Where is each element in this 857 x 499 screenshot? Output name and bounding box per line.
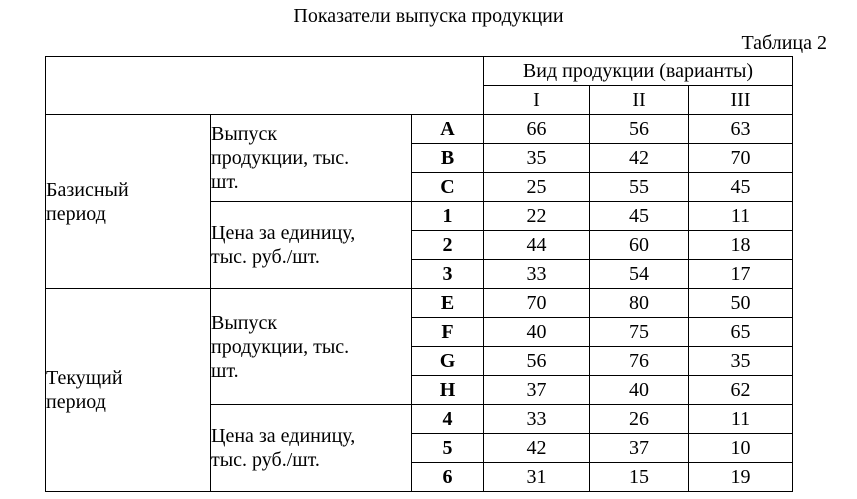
period-label-line: период [46, 202, 106, 225]
product-code: 4 [412, 405, 484, 434]
indicator-label-line: Цена за единицу, [211, 222, 356, 244]
value-cell: 42 [590, 144, 689, 173]
indicator-label-line: Выпуск [211, 311, 278, 334]
product-code: B [412, 144, 484, 173]
value-cell: 80 [590, 289, 689, 318]
product-code: E [412, 289, 484, 318]
header-variant: II [590, 86, 689, 115]
product-code: 6 [412, 463, 484, 492]
value-cell: 40 [590, 376, 689, 405]
value-cell: 70 [689, 144, 793, 173]
value-cell: 65 [689, 318, 793, 347]
product-code: C [412, 173, 484, 202]
indicator-label-line: продукции, тыс. [211, 147, 350, 169]
product-code: H [412, 376, 484, 405]
value-cell: 35 [484, 144, 590, 173]
header-variant: I [484, 86, 590, 115]
header-empty-cell [46, 57, 484, 115]
value-cell: 37 [484, 376, 590, 405]
indicator-label [211, 405, 412, 492]
value-cell: 62 [689, 376, 793, 405]
value-cell: 56 [590, 115, 689, 144]
value-cell: 55 [590, 173, 689, 202]
value-cell: 11 [689, 202, 793, 231]
value-cell: 45 [590, 202, 689, 231]
value-cell: 76 [590, 347, 689, 376]
value-cell: 19 [689, 463, 793, 492]
value-cell: 18 [689, 231, 793, 260]
period-label [46, 289, 211, 492]
header-variant: III [689, 86, 793, 115]
table-row [46, 115, 793, 144]
value-cell: 25 [484, 173, 590, 202]
period-label-line: Базисный [46, 178, 129, 201]
value-cell: 70 [484, 289, 590, 318]
production-table [45, 56, 793, 492]
indicator-label-line: Выпуск [211, 123, 278, 145]
product-code: A [412, 115, 484, 144]
indicator-label [211, 202, 412, 289]
value-cell: 31 [484, 463, 590, 492]
value-cell: 54 [590, 260, 689, 289]
value-cell: 37 [590, 434, 689, 463]
value-cell: 45 [689, 173, 793, 202]
period-label [46, 115, 211, 289]
value-cell: 42 [484, 434, 590, 463]
period-label-line: период [46, 391, 106, 413]
indicator-label-line: тыс. руб./шт. [211, 246, 320, 268]
product-code: 3 [412, 260, 484, 289]
value-cell: 17 [689, 260, 793, 289]
indicator-label-line: продукции, тыс. [211, 335, 350, 358]
indicator-label-line: шт. [211, 359, 239, 382]
table-row [46, 289, 793, 318]
header-group-label: Вид продукции (варианты) [484, 57, 793, 86]
product-code: F [412, 318, 484, 347]
value-cell: 40 [484, 318, 590, 347]
value-cell: 10 [689, 434, 793, 463]
page-title: Показатели выпуска продукции [293, 5, 564, 27]
value-cell: 60 [590, 231, 689, 260]
table-number: Таблица 2 [741, 32, 827, 54]
indicator-label-line: Цена за единицу, [211, 425, 356, 447]
value-cell: 11 [689, 405, 793, 434]
value-cell: 33 [484, 405, 590, 434]
value-cell: 35 [689, 347, 793, 376]
indicator-label-line: тыс. руб./шт. [211, 449, 320, 471]
indicator-label [211, 115, 412, 202]
value-cell: 63 [689, 115, 793, 144]
value-cell: 66 [484, 115, 590, 144]
product-code: 2 [412, 231, 484, 260]
value-cell: 75 [590, 318, 689, 347]
period-label-line: Текущий [46, 367, 123, 389]
value-cell: 44 [484, 231, 590, 260]
value-cell: 26 [590, 405, 689, 434]
product-code: 1 [412, 202, 484, 231]
value-cell: 15 [590, 463, 689, 492]
indicator-label-line: шт. [211, 171, 239, 193]
indicator-label [211, 289, 412, 405]
header-row-group [46, 57, 793, 86]
product-code: 5 [412, 434, 484, 463]
value-cell: 56 [484, 347, 590, 376]
value-cell: 22 [484, 202, 590, 231]
value-cell: 33 [484, 260, 590, 289]
value-cell: 50 [689, 289, 793, 318]
product-code: G [412, 347, 484, 376]
table-body [46, 57, 793, 492]
